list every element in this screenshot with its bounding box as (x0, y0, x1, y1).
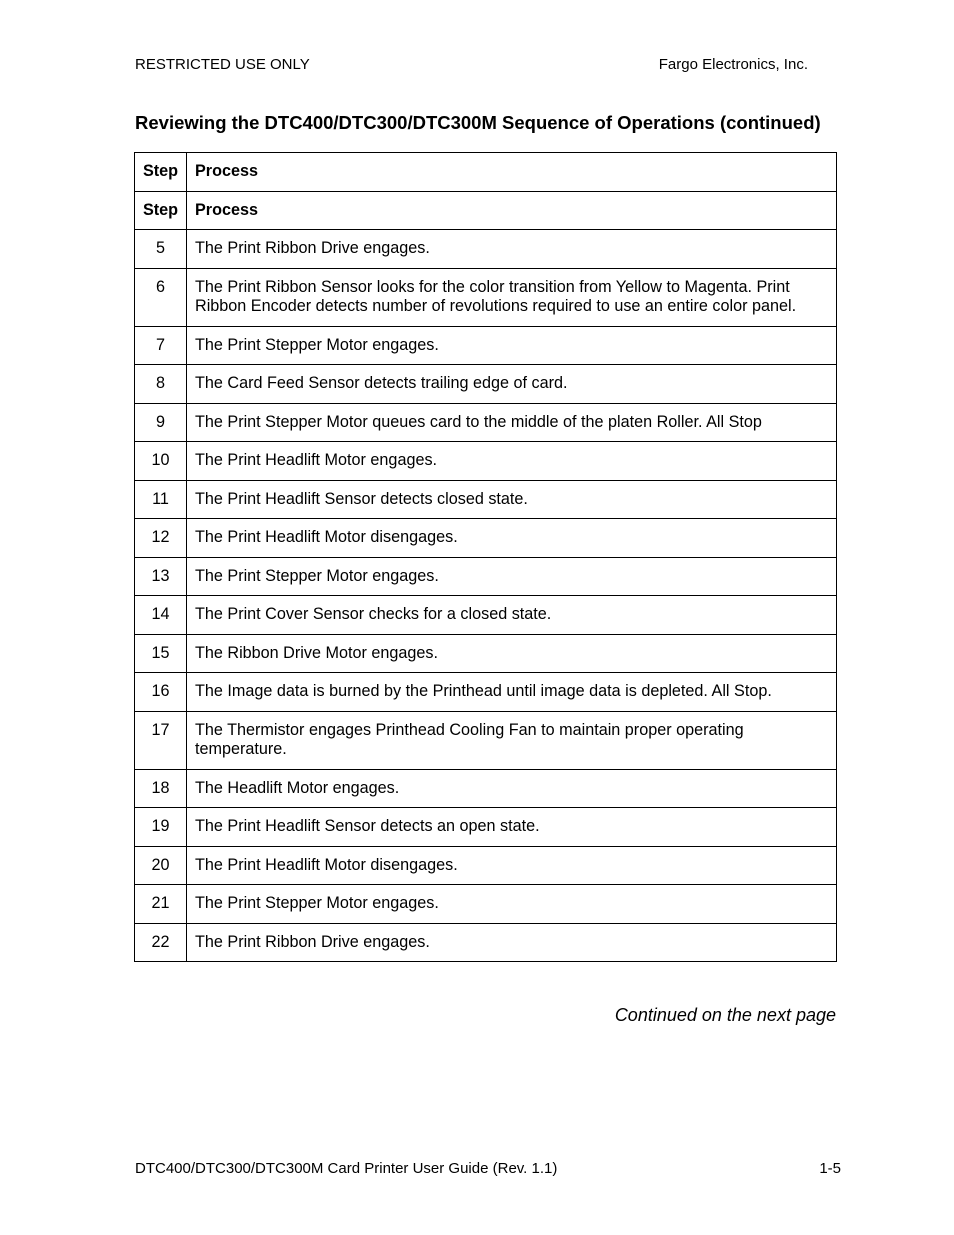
table-row (135, 769, 837, 808)
table-row (135, 711, 837, 769)
repeat-header-step: Step (135, 191, 187, 230)
table-row (135, 885, 837, 924)
process-description: The Print Headlift Sensor detects closed state. (187, 480, 837, 519)
table-row (135, 634, 837, 673)
process-description: The Print Stepper Motor engages. (187, 557, 837, 596)
process-description: The Print Cover Sensor checks for a closed state. (187, 596, 837, 635)
footer-page-number: 1-5 (819, 1160, 841, 1177)
process-description: The Print Ribbon Sensor looks for the color transition from Yellow to Magenta. Print Ribbon Encoder detects number of revolutions required to use an entire color panel. (187, 268, 837, 326)
step-number: 21 (135, 885, 187, 924)
header-row (135, 153, 837, 192)
step-number: 8 (135, 365, 187, 404)
table-row (135, 403, 837, 442)
step-number: 13 (135, 557, 187, 596)
sequence-table (134, 152, 837, 962)
continued-note: Continued on the next page (614, 1005, 836, 1025)
process-description: The Print Stepper Motor engages. (187, 326, 837, 365)
table-header (135, 153, 837, 230)
step-number: 6 (135, 268, 187, 326)
step-number: 11 (135, 480, 187, 519)
table-row (135, 326, 837, 365)
step-number: 10 (135, 442, 187, 481)
process-description: The Card Feed Sensor detects trailing edge of card. (187, 365, 837, 404)
process-description: The Image data is burned by the Printhead until image data is depleted. All Stop. (187, 673, 837, 712)
column-header-process: Process (187, 153, 837, 192)
step-number: 16 (135, 673, 187, 712)
repeat-header-row (135, 191, 837, 230)
table-row (135, 230, 837, 269)
table-row (135, 846, 837, 885)
process-description: The Print Ribbon Drive engages. (187, 230, 837, 269)
section-title: Reviewing the DTC400/DTC300/DTC300M Sequence of Operations (continued) (135, 112, 821, 133)
step-number: 7 (135, 326, 187, 365)
step-number: 15 (135, 634, 187, 673)
header-restricted-label: RESTRICTED USE ONLY (135, 56, 310, 73)
process-description: The Thermistor engages Printhead Cooling Fan to maintain proper operating temperature. (187, 711, 837, 769)
process-description: The Print Headlift Motor engages. (187, 442, 837, 481)
table-row (135, 442, 837, 481)
process-description: The Print Stepper Motor engages. (187, 885, 837, 924)
table-body (135, 230, 837, 962)
table-row (135, 519, 837, 558)
repeat-header-process: Process (187, 191, 837, 230)
step-number: 19 (135, 808, 187, 847)
table-row (135, 673, 837, 712)
step-number: 17 (135, 711, 187, 769)
step-number: 12 (135, 519, 187, 558)
process-description: The Print Headlift Motor disengages. (187, 846, 837, 885)
table-row (135, 480, 837, 519)
step-number: 14 (135, 596, 187, 635)
step-number: 18 (135, 769, 187, 808)
step-number: 22 (135, 923, 187, 962)
footer-document-title: DTC400/DTC300/DTC300M Card Printer User Guide (Rev. 1.1) (135, 1160, 558, 1177)
process-description: The Ribbon Drive Motor engages. (187, 634, 837, 673)
process-description: The Print Headlift Sensor detects an open state. (187, 808, 837, 847)
process-description: The Print Headlift Motor disengages. (187, 519, 837, 558)
process-description: The Headlift Motor engages. (187, 769, 837, 808)
column-header-step: Step (135, 153, 187, 192)
step-number: 5 (135, 230, 187, 269)
table-row (135, 365, 837, 404)
step-number: 20 (135, 846, 187, 885)
step-number: 9 (135, 403, 187, 442)
process-description: The Print Stepper Motor queues card to the middle of the platen Roller. All Stop (187, 403, 837, 442)
table-row (135, 923, 837, 962)
header-company-name: Fargo Electronics, Inc. (658, 56, 808, 73)
table-row (135, 557, 837, 596)
table-row (135, 808, 837, 847)
table-row (135, 596, 837, 635)
process-description: The Print Ribbon Drive engages. (187, 923, 837, 962)
table-row (135, 268, 837, 326)
